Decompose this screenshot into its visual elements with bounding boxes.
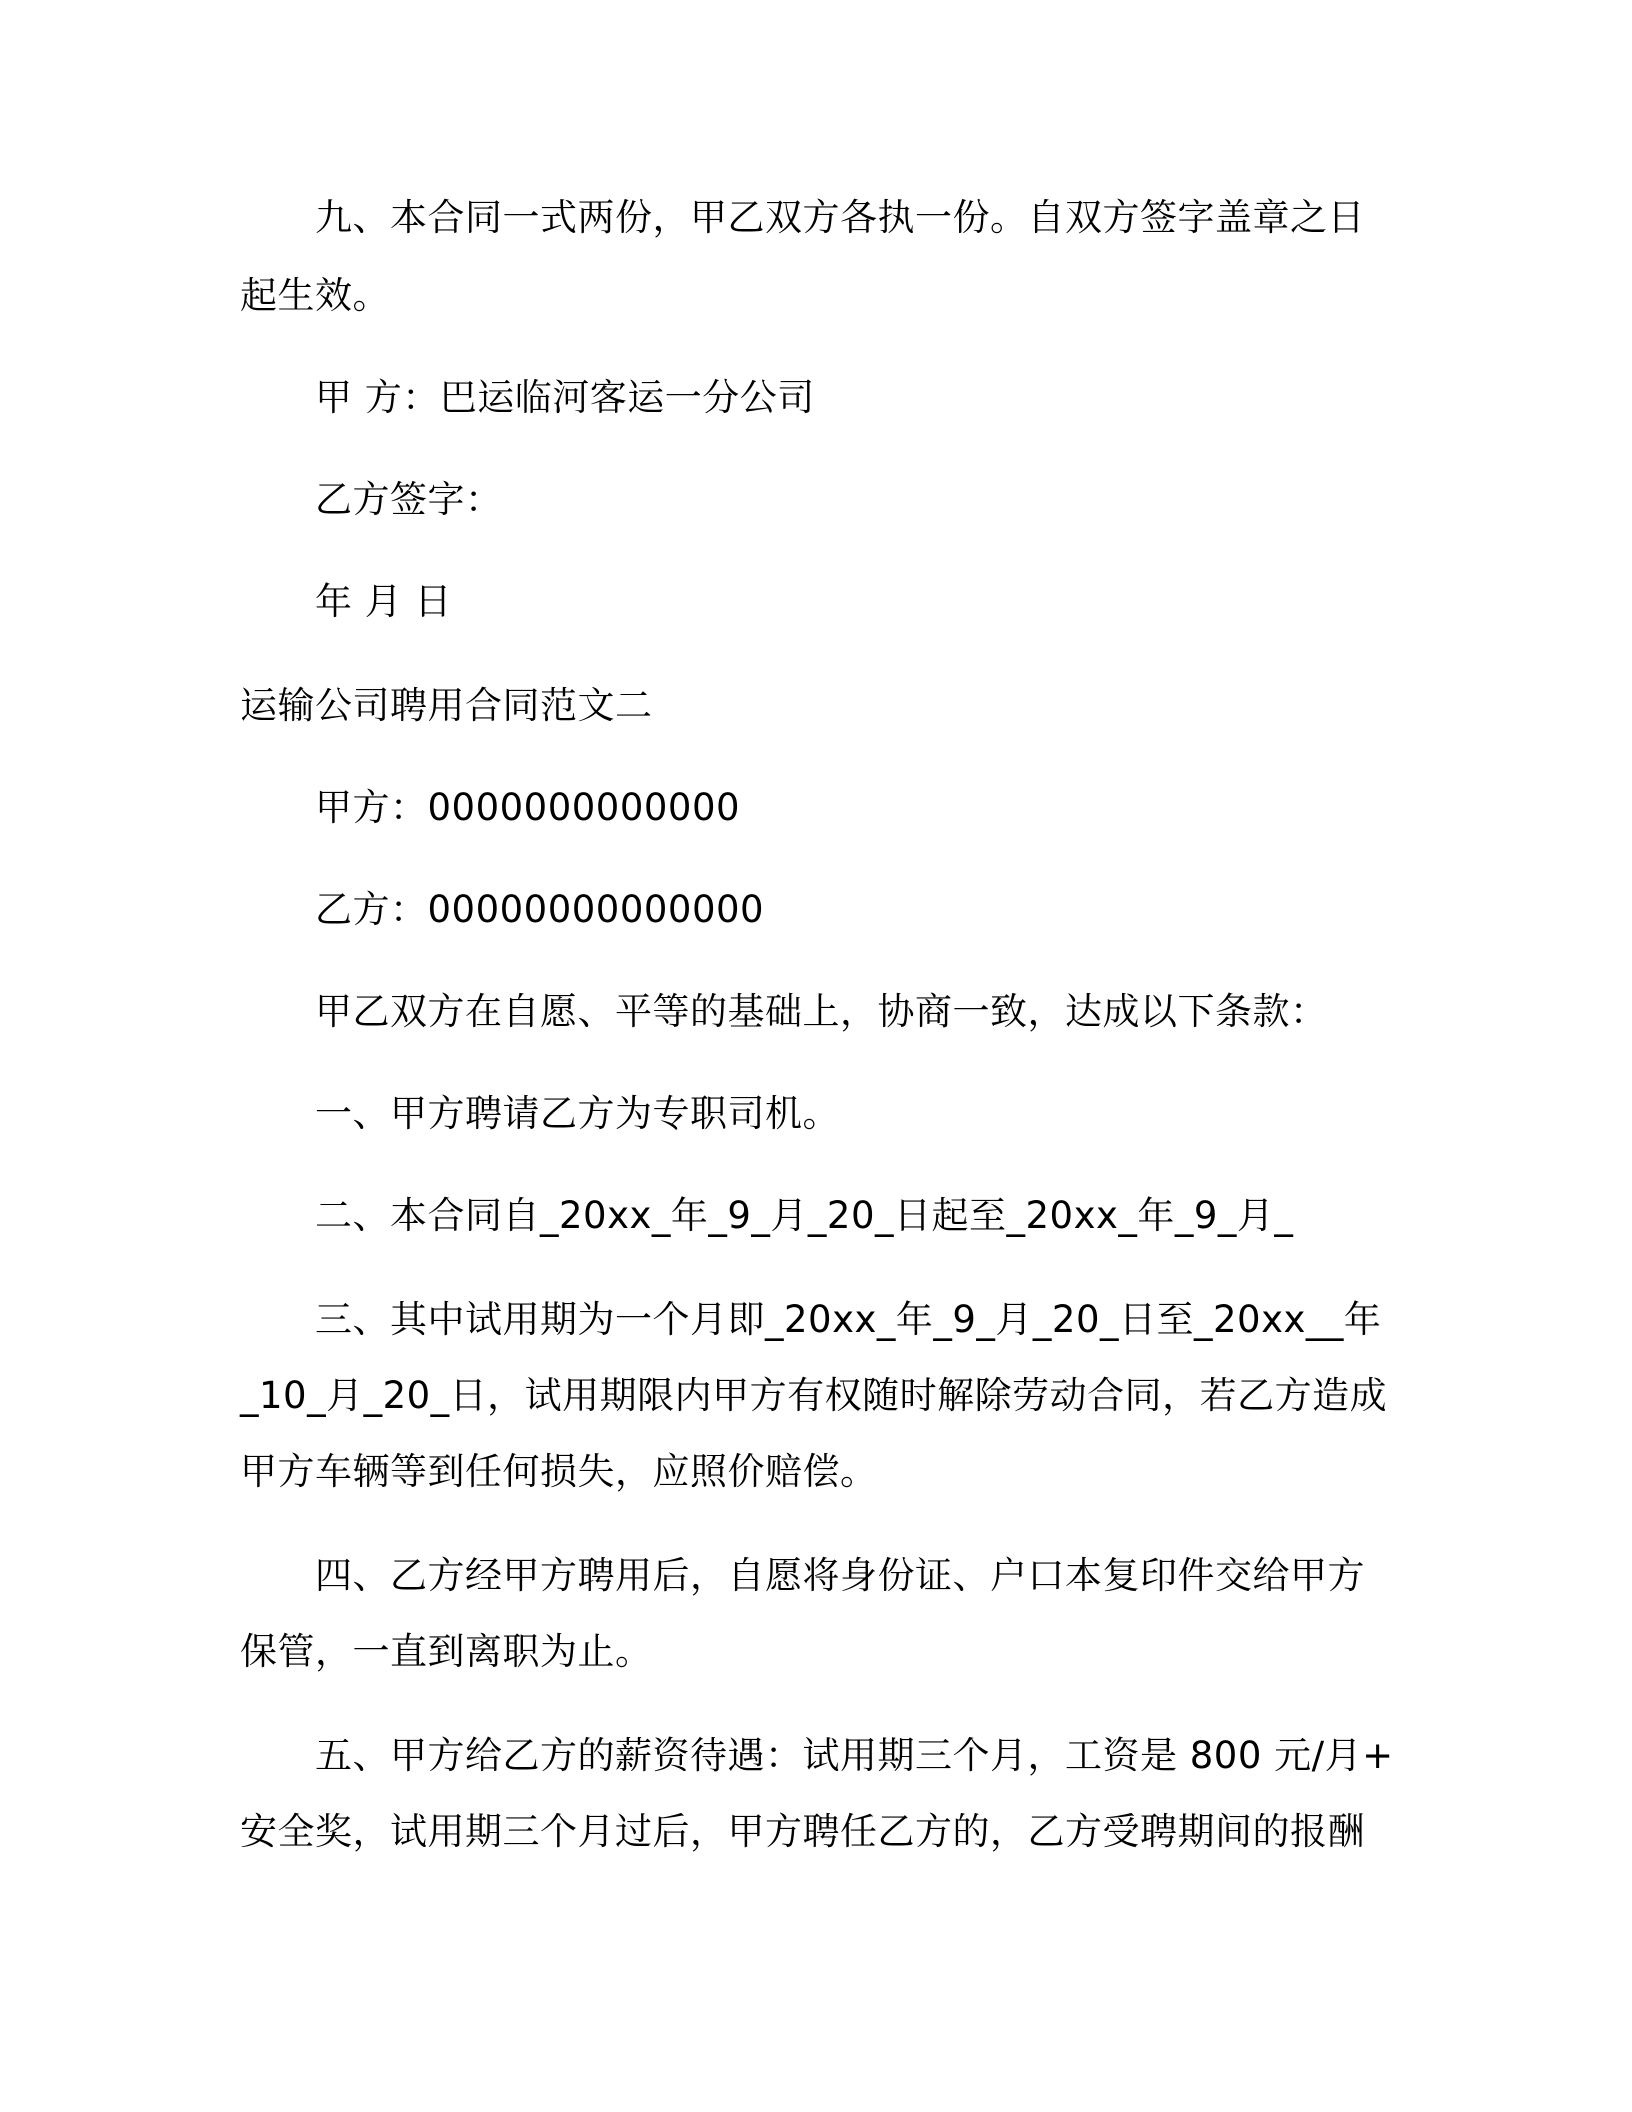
clause-9-line-1: 九、本合同一式两份，甲乙双方各执一份。自双方签字盖章之日 — [315, 196, 1365, 239]
clause-9-line-2: 起生效。 — [240, 274, 390, 317]
clause-3-line-1: 三、其中试用期为一个月即_20xx_年_9_月_20_日至_20xx__年 — [315, 1298, 1382, 1341]
clause-4-line-2: 保管，一直到离职为止。 — [240, 1630, 653, 1673]
party-a-signature: 甲 方：巴运临河客运一分公司 — [315, 376, 815, 419]
clause-3-line-3: 甲方车辆等到任何损失，应照价赔偿。 — [240, 1450, 878, 1493]
date-line: 年 月 日 — [315, 580, 453, 623]
party-a-line: 甲方：0000000000000 — [315, 786, 741, 829]
clause-5-line-1: 五、甲方给乙方的薪资待遇：试用期三个月，工资是 800 元/月+ — [315, 1734, 1394, 1777]
section-title: 运输公司聘用合同范文二 — [240, 684, 653, 727]
clause-1: 一、甲方聘请乙方为专职司机。 — [315, 1092, 840, 1135]
clause-5-line-2: 安全奖，试用期三个月过后，甲方聘任乙方的，乙方受聘期间的报酬 — [240, 1810, 1365, 1853]
clause-4-line-1: 四、乙方经甲方聘用后，自愿将身份证、户口本复印件交给甲方 — [315, 1554, 1365, 1597]
clause-3-line-2: _10_月_20_日，试用期限内甲方有权随时解除劳动合同，若乙方造成 — [240, 1374, 1388, 1417]
party-b-line: 乙方：00000000000000 — [315, 888, 765, 931]
clause-2: 二、本合同自_20xx_年_9_月_20_日起至_20xx_年_9_月_ — [315, 1194, 1294, 1237]
party-b-signature: 乙方签字： — [315, 478, 503, 521]
agreement-intro: 甲乙双方在自愿、平等的基础上，协商一致，达成以下条款： — [315, 990, 1328, 1033]
